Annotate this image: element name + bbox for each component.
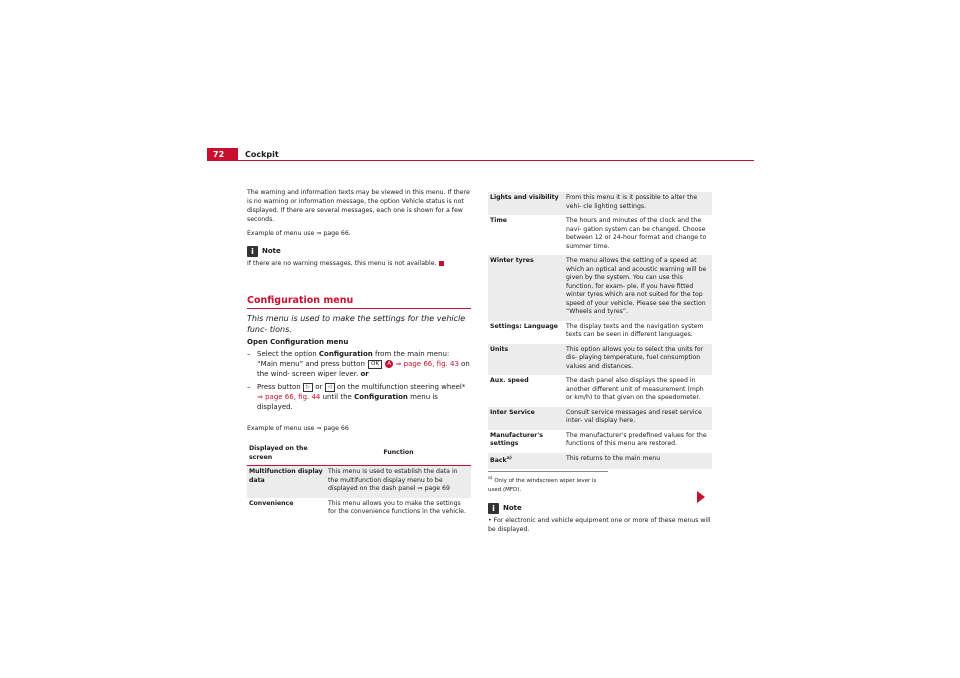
table-row: Settings: Language The display texts and the navigation system texts can be seen in different languages. xyxy=(490,322,704,338)
header-rule xyxy=(207,160,754,161)
note-header xyxy=(247,246,471,257)
table-row: Back$^{a)}$ This returns to the main menu xyxy=(488,453,712,470)
section-title: Configuration menu xyxy=(247,296,471,309)
note-bullet: • For electronic and vehicle equipment one or more of these menus will be displayed. xyxy=(488,516,711,533)
note-title: Note xyxy=(503,503,522,512)
note-info-icon: i xyxy=(247,246,258,257)
step-2: – Press button ▷ or ◁ on the multifunction steering wheel* ⇒ page 66, fig. 44 until the Configuration menu is displayed. xyxy=(247,383,466,411)
example-text: Example of menu use ⇒ page 66 xyxy=(247,425,349,432)
table-row: Units This option allows you to select the units for dis- playing temperature, fuel consumption values and distances. xyxy=(488,344,712,376)
page-link[interactable]: ⇒ page 66, fig. 43 xyxy=(395,360,459,368)
table-row: Winter tyres The menu allows the setting of a speed at which an optical and acoustic warning will be given by the system. You can use this function, for exam- ple, if you have fitted winter tyres which are not suited for the top speed of your vehicle. Please see the section “Wheels and tyres”. xyxy=(488,255,712,321)
intro-paragraph: The warning and information texts may be viewed in this menu. If there is no warning or information message, the option Vehicle status is not displayed. If there are several messages, each one is shown for a few seconds. xyxy=(247,189,470,223)
right-column xyxy=(488,192,712,534)
step-1: – Select the option Configuration from the main menu: “Main menu” and press button OK A ⇒ page 66, fig. 43 on the wind- screen wiper lever. or xyxy=(247,350,470,378)
page-link[interactable]: ⇒ page 66, fig. 44 xyxy=(257,393,321,401)
ok-key-icon: OK xyxy=(368,360,382,369)
table-row: Time The hours and minutes of the clock and the navi- gation system can be changed. Choose between 12 or 24-hour format and change to summer time. xyxy=(490,217,707,250)
table-row: Lights and visibility From this menu it is it possible to alter the vehi- cle lighting settings. xyxy=(488,192,712,215)
a-key-icon: A xyxy=(385,360,393,368)
table-row: Manufacturer's settings The manufacturer's predefined values for the functions of this menu are restored. xyxy=(490,431,707,447)
footnote: $^{a)}$ Only of the windscreen wiper lever is used (MFD). xyxy=(488,471,608,495)
function-table xyxy=(247,443,471,521)
note-info-icon: i xyxy=(488,503,499,514)
note-header xyxy=(488,503,712,514)
open-menu-heading: Open Configuration menu xyxy=(247,338,349,346)
table-row: Aux. speed The dash panel also displays the speed in another different unit of measurement (mph or km/h) to that given on the speedometer. xyxy=(490,377,704,401)
note-title: Note xyxy=(262,247,281,255)
section-subtitle: This menu is used to make the settings for the vehicle func- tions. xyxy=(247,314,466,334)
intro-example: Example of menu use ⇒ page 66. xyxy=(247,230,351,237)
end-mark-icon xyxy=(439,261,444,266)
table-row: Multifunction display data This menu is used to establish the data in the multifunction display menu to be displayed on the dash panel ⇒ page 69 xyxy=(247,466,471,498)
table-row: Inter Service Consult service messages and reset service inter- val display here. xyxy=(488,407,712,430)
arrow-right-key-icon: ▷ xyxy=(303,383,313,392)
function-table-continued xyxy=(488,192,712,469)
note-text: If there are no warning messages, this menu is not available. xyxy=(247,259,471,268)
left-column xyxy=(247,188,471,521)
page-number: 72 xyxy=(207,148,238,161)
table-header-function: Function xyxy=(326,443,471,466)
next-page-arrow-icon xyxy=(697,491,705,503)
table-row: Convenience This menu allows you to make the settings for the convenience functions in the vehicle. xyxy=(249,499,466,515)
table-header-screen: Displayed on the screen xyxy=(247,443,326,466)
chapter-title: Cockpit xyxy=(245,150,279,159)
arrow-left-key-icon: ◁ xyxy=(325,383,335,392)
